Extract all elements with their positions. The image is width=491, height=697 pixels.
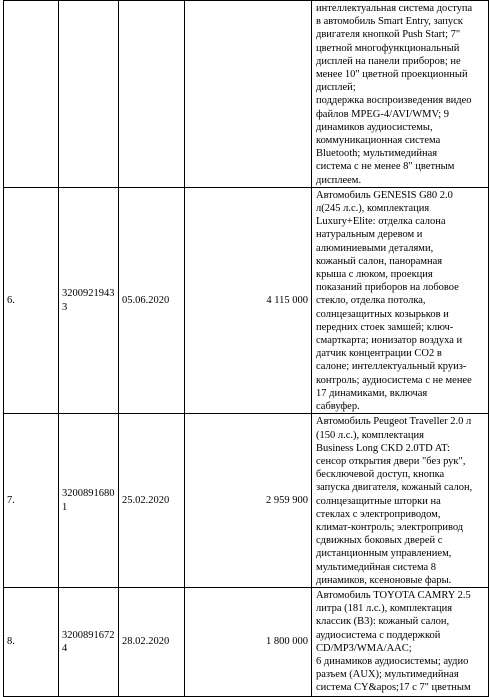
description-line: в автомобиль Smart Entry, запуск: [316, 16, 463, 28]
description-line: литра (181 л.с.), комплектация: [316, 603, 453, 615]
description-line: Bluetooth; мультимедийная: [316, 148, 438, 160]
description-line: стеклах с электроприводом,: [316, 508, 441, 520]
purchase-number-cell: 32008916801: [59, 414, 119, 588]
description-line: салоне; интеллектуальный круиз-: [316, 361, 467, 373]
description-line: Business Long CKD 2.0TD AT:: [316, 442, 450, 454]
description-line: натуральным деревом и: [316, 229, 423, 241]
description-cell: [312, 414, 489, 588]
description-line: 17 динамиками, включая: [316, 387, 428, 399]
description-cell: [312, 187, 489, 413]
description-line: Luxury+Elite: отделка салона: [316, 216, 446, 228]
description-line: файлов MPEG-4/AVI/WMV; 9: [316, 108, 450, 120]
description-line: поддержка воспроизведения видео: [316, 95, 472, 107]
description-line: аудиосистема с поддержкой: [316, 629, 441, 641]
purchases-table: [3, 0, 489, 697]
row-number-cell: 8.: [4, 587, 59, 696]
price-cell: 2 959 900: [185, 414, 312, 588]
description-line: мультимедийная система 8: [316, 561, 437, 573]
description-line: система CY&apos;17 с 7" цветным: [316, 682, 471, 694]
row-number-cell: 7.: [4, 414, 59, 588]
description-line: коммуникационная система: [316, 135, 441, 147]
date-cell: 25.02.2020: [119, 414, 185, 588]
description-line: алюминиевыми деталями,: [316, 242, 434, 254]
description-line: дисплей на панели приборов; не: [316, 55, 461, 67]
description-line: Автомобиль GENESIS G80 2.0: [316, 189, 453, 201]
description-line: Автомобиль TOYOTA CAMRY 2.5: [316, 589, 471, 601]
description-line: дисплей;: [316, 82, 356, 94]
description-line: дисплеем.: [316, 174, 362, 186]
description-line: 6 динамиков аудиосистемы; аудио: [316, 655, 469, 667]
date-cell: [119, 1, 185, 188]
description-line: динамиков аудиосистемы,: [316, 121, 433, 133]
description-line: CD/MP3/WMA/AAC;: [316, 642, 412, 654]
purchase-number-cell: 32008916724: [59, 587, 119, 696]
description-line: бесключевой доступ, кнопка: [316, 469, 445, 481]
description-line: цветной многофункциональный: [316, 42, 460, 54]
description-line: Автомобиль Peugeot Traveller 2.0 л: [316, 416, 472, 428]
table-row: [4, 1, 489, 188]
description-line: смарткарта; ионизатор воздуха и: [316, 335, 463, 347]
description-cell: [312, 587, 489, 696]
description-line: классик (B3): кожаный салон,: [316, 616, 450, 628]
description-line: сенсор открытия двери "без рук",: [316, 455, 466, 467]
description-line: стекло, отделка потолка,: [316, 295, 426, 307]
description-line: динамиков, ксеноновые фары.: [316, 574, 452, 586]
date-cell: 28.02.2020: [119, 587, 185, 696]
description-cell: [312, 1, 489, 188]
table-row: [4, 587, 489, 696]
description-line: передних стоек замшей; ключ-: [316, 321, 454, 333]
description-line: датчик концентрации CO2 в: [316, 348, 442, 360]
description-line: (150 л.с.), комплектация: [316, 429, 424, 441]
date-cell: 05.06.2020: [119, 187, 185, 413]
description-line: контроль; аудиосистема с не менее: [316, 374, 472, 386]
description-line: разъем (AUX); мультимедийная: [316, 669, 459, 681]
table-row: [4, 414, 489, 588]
description-line: показаний приборов на лобовое: [316, 282, 459, 294]
purchase-number-cell: 32009219433: [59, 187, 119, 413]
description-line: менее 10" цветной проекционный: [316, 69, 468, 81]
price-cell: 1 800 000: [185, 587, 312, 696]
price-cell: [185, 1, 312, 188]
purchase-number-cell: [59, 1, 119, 188]
row-number-cell: [4, 1, 59, 188]
description-line: двигателя кнопкой Push Start; 7": [316, 29, 461, 41]
table-body: [4, 1, 489, 697]
table-row: [4, 187, 489, 413]
description-line: сдвижных боковых дверей с: [316, 535, 443, 547]
description-line: кожаный салон, панорамная: [316, 255, 443, 267]
description-line: сабвуфер.: [316, 401, 360, 413]
description-line: интеллектуальная система доступа: [316, 3, 473, 14]
description-line: система с не менее 8" цветным: [316, 161, 455, 173]
price-cell: 4 115 000: [185, 187, 312, 413]
row-number-cell: 6.: [4, 187, 59, 413]
description-line: дистанционным управлением,: [316, 548, 452, 560]
description-line: крыша с люком, проекция: [316, 269, 433, 281]
description-line: л(245 л.с.), комплектация: [316, 203, 430, 215]
description-line: солнцезащитные шторки на: [316, 495, 441, 507]
description-line: климат-контроль; электропривод: [316, 521, 464, 533]
description-line: запуска двигателя, кожаный салон,: [316, 482, 473, 494]
description-line: солнцезащитных козырьков и: [316, 308, 449, 320]
